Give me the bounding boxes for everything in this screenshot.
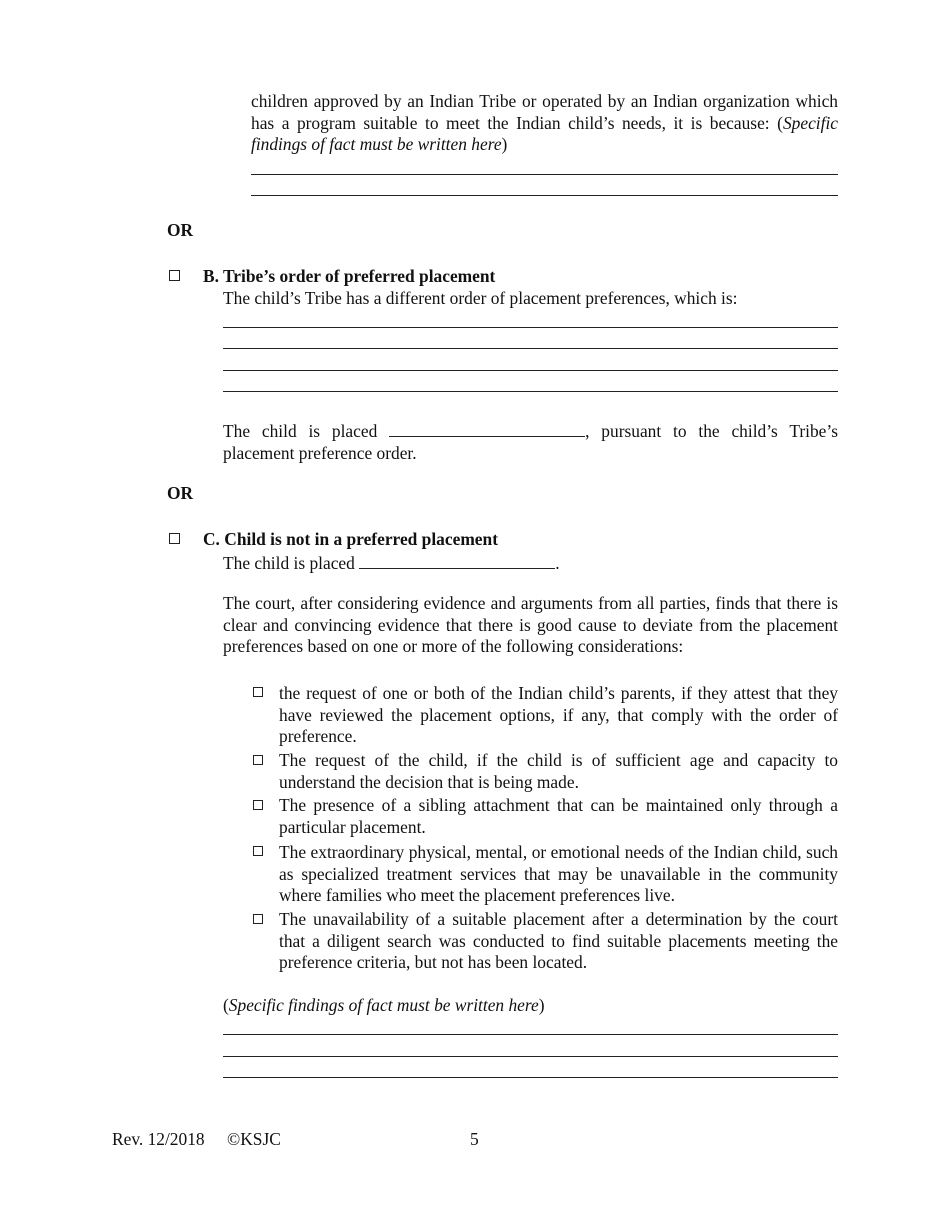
top-close-paren: ) [501,134,508,155]
section-c-findings-close: ) [538,995,545,1015]
top-paragraph [251,91,838,156]
section-c-placed-prefix: The child is placed [223,553,355,573]
section-c-placed [223,551,560,575]
section-c-findings-line-3[interactable] [223,1077,838,1078]
section-c-placed-suffix: . [555,553,560,573]
consideration-checkbox-3[interactable] [253,800,263,810]
section-c-findings-line-1[interactable] [223,1034,838,1035]
consideration-checkbox-5[interactable] [253,914,263,924]
consideration-text-4: The extraordinary physical, mental, or emotional needs of the Indian child, such as specialized treatment services that may be unavailable in the community where families who meet the placement preferences live. [279,842,838,906]
footer-page-number: 5 [470,1129,479,1149]
section-b-line-3[interactable] [223,370,838,371]
section-c-findings-label [223,995,545,1017]
consideration-checkbox-1[interactable] [253,687,263,697]
consideration-text-3: The presence of a sibling attachment that can be maintained only through a particular placement. [279,795,838,837]
top-findings-note: Specific findings of fact must be written here [251,112,838,155]
section-c-finding-paragraph: The court, after considering evidence and arguments from all parties, finds that there is clear and convincing evidence that there is good cause to deviate from the placement preferences based on one or more of the following considerations: [223,593,838,657]
footer-copyright: ©KSJC [227,1129,281,1149]
section-b-heading: B. Tribe’s order of preferred placement [203,266,496,286]
consideration-checkbox-2[interactable] [253,755,263,765]
footer-revision: Rev. 12/2018 [112,1129,205,1149]
section-b-line-4[interactable] [223,391,838,392]
section-b-placement-blank[interactable] [389,419,585,437]
section-b-intro: The child’s Tribe has a different order of placement preferences, which is: [223,288,738,308]
section-c-heading: C. Child is not in a preferred placement [203,529,498,549]
top-findings-line-1[interactable] [251,174,838,175]
or-label-2: OR [167,483,194,503]
section-c-checkbox[interactable] [169,533,180,544]
section-b-placed-suffix: , pursuant to the child’s Tribe’s placement preference order. [223,421,838,463]
section-b-checkbox[interactable] [169,270,180,281]
section-c-findings-line-2[interactable] [223,1056,838,1057]
consideration-text-2: The request of the child, if the child is of sufficient age and capacity to understand the decision that is being made. [279,750,838,792]
section-b-line-1[interactable] [223,327,838,328]
top-findings-line-2[interactable] [251,195,838,196]
section-c-placement-blank[interactable] [359,551,555,569]
consideration-checkbox-4[interactable] [253,846,263,856]
section-b-line-2[interactable] [223,348,838,349]
consideration-text-1: the request of one or both of the Indian child’s parents, if they attest that they have reviewed the placement options, if any, that comply with the order of preference. [279,683,838,747]
section-b-placed-paragraph [223,419,838,464]
section-c-findings-note: Specific findings of fact must be written here [228,995,539,1015]
consideration-text-5: The unavailability of a suitable placement after a determination by the court that a diligent search was conducted to find suitable placements meeting the preference criteria, but not has been located. [279,909,838,973]
section-b-placed-prefix: The child is placed [223,421,378,441]
or-label-1: OR [167,220,194,240]
section-c-findings-open: ( [223,995,229,1015]
top-paragraph-text: children approved by an Indian Tribe or operated by an Indian organization which has a program suitable to meet the Indian child’s needs, it is because: ( [251,91,838,133]
